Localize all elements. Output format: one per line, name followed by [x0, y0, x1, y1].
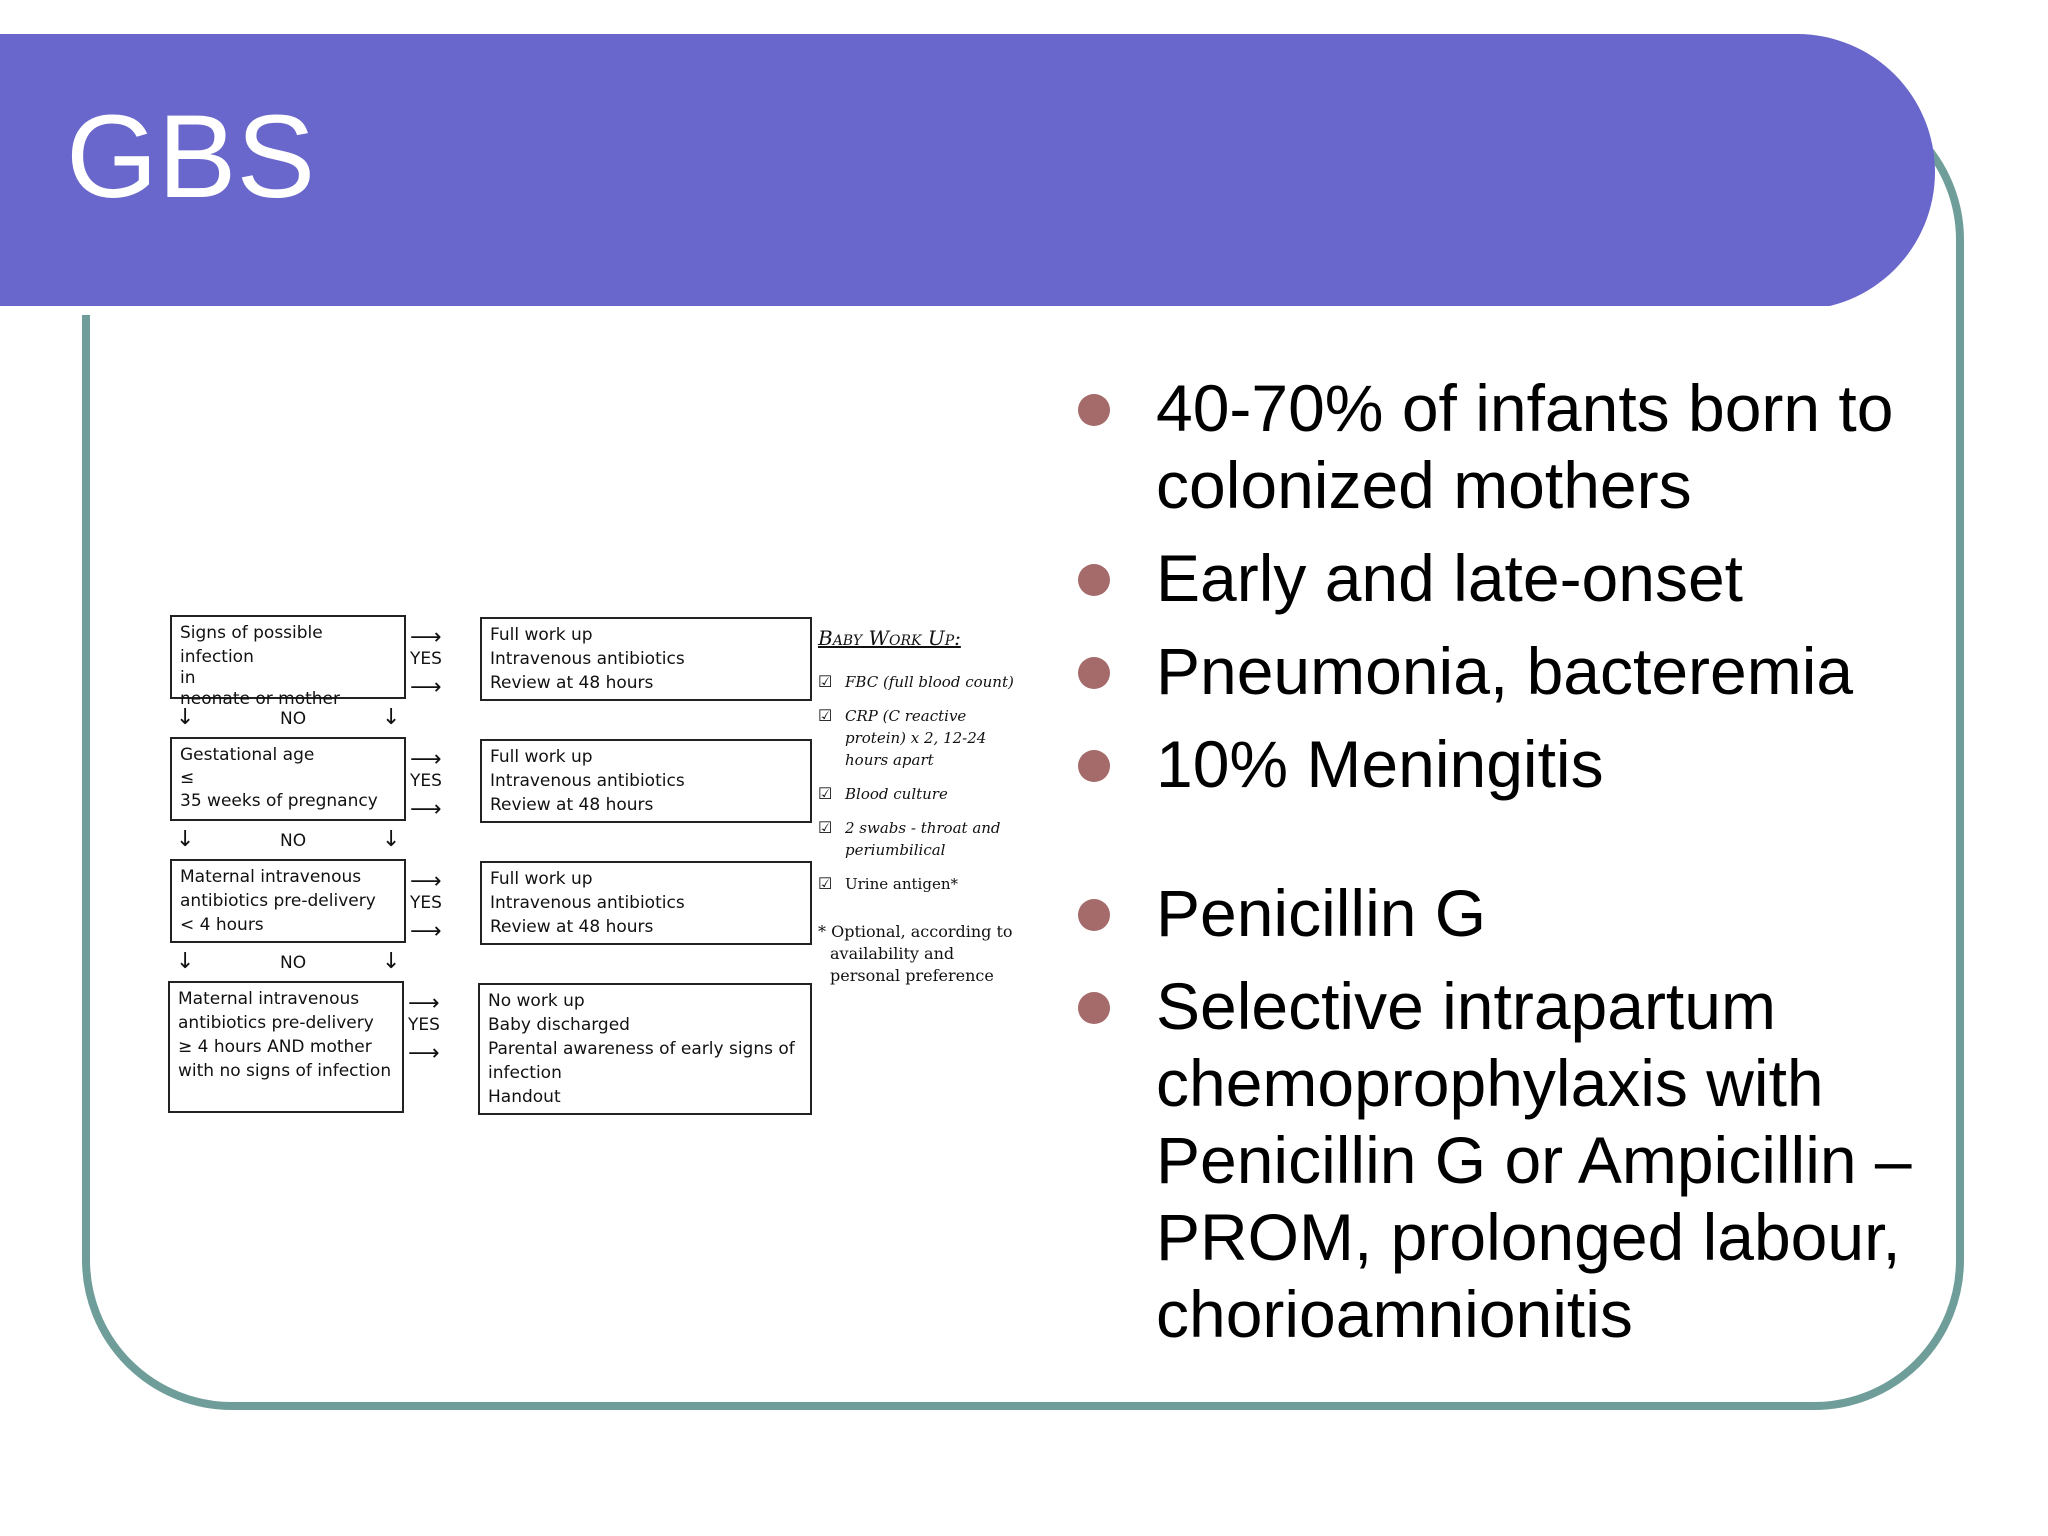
workup-item-text: FBC (full blood count) [845, 673, 1014, 691]
flow-right-box-1 [480, 617, 812, 701]
bullet-item [1078, 968, 1938, 1353]
arrow-right: ⟶ [408, 1041, 440, 1066]
flow-right-box-2 [480, 739, 812, 823]
flow-text: Review at 48 hours [490, 917, 654, 937]
checkbox-checked-icon: ☑ [818, 874, 833, 893]
flow-text: Full work up [490, 625, 593, 645]
arrow-down: ↓ [382, 949, 401, 974]
arrow-down: ↓ [382, 827, 401, 852]
arrow-down: ↓ [382, 705, 401, 730]
yes-label: YES [410, 771, 442, 791]
bullet-item [1078, 540, 1938, 617]
workup-item-text: CRP (C reactive protein) x 2, 12-24 hours apart [845, 707, 987, 769]
flow-text: Full work up [490, 747, 593, 767]
flow-text: in [180, 668, 196, 688]
workup-item [818, 783, 1018, 805]
workup-footnote: * Optional, according to availability and personal preference [818, 922, 1013, 985]
bullet-item [1078, 726, 1938, 803]
bullet-dot-icon [1078, 657, 1110, 689]
bullet-list [1078, 370, 1938, 1369]
flow-text: Maternal intravenous [180, 867, 362, 887]
flow-left-box-4 [168, 981, 404, 1113]
flow-text: with no signs of infection [178, 1061, 392, 1081]
yes-label: YES [408, 1015, 440, 1035]
flow-left-box-3 [170, 859, 406, 943]
bullet-item [1078, 370, 1938, 524]
flow-text: No work up [488, 991, 585, 1011]
no-label: NO [280, 831, 307, 851]
gbs-flowchart [160, 585, 1020, 1145]
bullet-dot-icon [1078, 992, 1110, 1024]
flow-right-box-4 [478, 983, 812, 1115]
flow-text: antibiotics pre-delivery [178, 1013, 374, 1033]
flow-text: Baby discharged [488, 1015, 630, 1035]
flow-text: Parental awareness of early signs of [488, 1039, 795, 1059]
bullet-dot-icon [1078, 899, 1110, 931]
flow-text: Review at 48 hours [490, 795, 654, 815]
flow-text: antibiotics pre-delivery [180, 891, 376, 911]
arrow-right: ⟶ [410, 919, 442, 944]
workup-item [818, 671, 1018, 693]
flow-text: ≥ 4 hours AND mother [178, 1037, 372, 1057]
flow-text: infection [488, 1063, 562, 1083]
bullet-item [1078, 633, 1938, 710]
flow-text: Maternal intravenous [178, 989, 360, 1009]
no-label: NO [280, 709, 307, 729]
flow-text: Intravenous antibiotics [490, 649, 685, 669]
flow-left-box-1 [170, 615, 406, 709]
checkbox-checked-icon: ☑ [818, 784, 833, 803]
baby-workup-heading: Baby Work Up: [818, 626, 961, 650]
yes-label: YES [410, 649, 442, 669]
bullet-text: 10% Meningitis [1156, 727, 1604, 801]
workup-item-text: 2 swabs - throat and periumbilical [845, 819, 1001, 859]
bullet-text: Pneumonia, bacteremia [1156, 634, 1854, 708]
flow-text: < 4 hours [180, 915, 264, 935]
checkbox-checked-icon: ☑ [818, 672, 833, 691]
bullet-text: Early and late-onset [1156, 541, 1744, 615]
arrow-down: ↓ [176, 949, 195, 974]
arrow-down: ↓ [176, 705, 195, 730]
arrow-right: ⟶ [410, 747, 442, 772]
arrow-right: ⟶ [408, 991, 440, 1016]
bullet-text: Penicillin G [1156, 876, 1487, 950]
bullet-dot-icon [1078, 750, 1110, 782]
bullet-dot-icon [1078, 564, 1110, 596]
workup-item-text: Blood culture [845, 785, 948, 803]
bullet-text: 40-70% of infants born to colonized mothers [1156, 371, 1894, 522]
flow-left-box-2 [170, 737, 406, 821]
yes-label: YES [410, 893, 442, 913]
slide-title: GBS [66, 91, 316, 223]
baby-workup-panel [818, 627, 1018, 987]
workup-item-text: Urine antigen* [845, 875, 958, 893]
flow-text: Review at 48 hours [490, 673, 654, 693]
arrow-right: ⟶ [410, 675, 442, 700]
flow-text: neonate or mother [180, 689, 340, 709]
workup-item [818, 817, 1018, 861]
flow-text: Intravenous antibiotics [490, 893, 685, 913]
arrow-right: ⟶ [410, 869, 442, 894]
workup-item [818, 705, 1018, 771]
bullet-item [1078, 875, 1938, 952]
workup-item [818, 873, 1018, 895]
flow-text: ≤ [180, 768, 195, 788]
flow-text: Intravenous antibiotics [490, 771, 685, 791]
flow-text: 35 weeks of pregnancy [180, 791, 378, 811]
flow-text: Signs of possible infection [180, 623, 323, 667]
flow-text: Gestational age [180, 745, 315, 765]
arrow-down: ↓ [176, 827, 195, 852]
arrow-right: ⟶ [410, 797, 442, 822]
flow-text: Full work up [490, 869, 593, 889]
banner-divider [0, 306, 1835, 315]
arrow-right: ⟶ [410, 625, 442, 650]
bullet-dot-icon [1078, 394, 1110, 426]
checkbox-checked-icon: ☑ [818, 818, 833, 837]
checkbox-checked-icon: ☑ [818, 706, 833, 725]
flow-right-box-3 [480, 861, 812, 945]
no-label: NO [280, 953, 307, 973]
bullet-text: Selective intrapartum chemoprophylaxis with Penicillin G or Ampicillin – PROM, prolonged labour, chorioamnionitis [1156, 969, 1912, 1351]
flow-text: Handout [488, 1087, 561, 1107]
